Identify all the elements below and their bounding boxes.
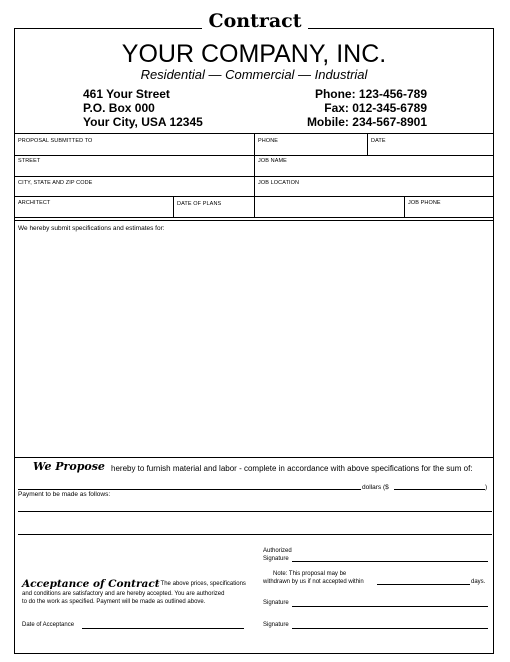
acceptance-text-inline: - The above prices, specifications bbox=[157, 581, 246, 587]
address-city: Your City, USA 12345 bbox=[83, 115, 203, 129]
payment-line bbox=[18, 534, 492, 535]
grid-line bbox=[173, 196, 174, 217]
company-address bbox=[83, 87, 203, 129]
note-line-2: withdrawn by us if not accepted within bbox=[263, 579, 364, 585]
contact-mobile: Mobile: 234-567-8901 bbox=[306, 115, 427, 129]
sum-line bbox=[18, 489, 361, 490]
label-job-location: JOB LOCATION bbox=[258, 180, 300, 186]
dollars-close: ) bbox=[485, 484, 488, 491]
grid-line bbox=[254, 133, 255, 217]
label-date-of-plans: DATE OF PLANS bbox=[177, 201, 222, 207]
grid-line bbox=[404, 196, 405, 217]
company-tagline: Residential — Commercial — Industrial bbox=[140, 67, 368, 82]
signature-line-2 bbox=[292, 628, 488, 629]
company-contact bbox=[280, 87, 427, 129]
date-of-acceptance-line bbox=[82, 628, 244, 629]
date-of-acceptance-label: Date of Acceptance bbox=[22, 622, 75, 628]
acceptance-text-line-3: to do the work as specified. Payment will be made as outlined above. bbox=[22, 599, 206, 605]
authorized-label: Authorized bbox=[263, 548, 292, 554]
contact-phone: Phone: 123-456-789 bbox=[314, 87, 427, 101]
we-propose-text: hereby to furnish material and labor - complete in accordance with above specifications for the sum of: bbox=[111, 464, 473, 473]
label-street: STREET bbox=[18, 158, 41, 164]
document-title: Contract bbox=[0, 10, 510, 32]
dollars-line bbox=[394, 489, 485, 490]
grid-line bbox=[367, 133, 368, 155]
label-phone: PHONE bbox=[258, 138, 279, 144]
label-job-name: JOB NAME bbox=[258, 158, 287, 164]
label-proposal-submitted-to: PROPOSAL SUBMITTED TO bbox=[18, 138, 93, 144]
label-job-phone: JOB PHONE bbox=[408, 200, 441, 206]
specifications-intro: We hereby submit specifications and estimates for: bbox=[18, 225, 165, 232]
payment-line bbox=[18, 511, 492, 512]
contact-fax: Fax: 012-345-6789 bbox=[324, 101, 427, 115]
signature-line bbox=[292, 606, 488, 607]
company-name: YOUR COMPANY, INC. bbox=[121, 40, 387, 68]
note-line-1: Note: This proposal may be bbox=[273, 571, 347, 577]
grid-line bbox=[14, 217, 494, 218]
grid-line bbox=[14, 220, 494, 221]
days-label: days. bbox=[471, 579, 486, 585]
label-city-state-zip: CITY, STATE AND ZIP CODE bbox=[18, 180, 93, 186]
dollars-label: dollars ($ bbox=[362, 484, 389, 491]
acceptance-heading: Acceptance of Contract bbox=[22, 578, 160, 590]
signature-label: Signature bbox=[263, 600, 289, 606]
acceptance-text-line-2: and conditions are satisfactory and are hereby accepted. You are authorized bbox=[22, 591, 225, 597]
label-architect: ARCHITECT bbox=[18, 200, 51, 206]
address-street: 461 Your Street bbox=[83, 87, 170, 101]
signature-label-2: Signature bbox=[263, 622, 289, 628]
label-date: DATE bbox=[371, 138, 386, 144]
authorized-signature-line bbox=[292, 561, 488, 562]
authorized-signature-label: Signature bbox=[263, 556, 289, 562]
section-divider bbox=[14, 457, 494, 458]
payment-label: Payment to be made as follows: bbox=[18, 491, 111, 498]
we-propose-heading: We Propose bbox=[33, 460, 105, 473]
days-line bbox=[377, 584, 470, 585]
address-po-box: P.O. Box 000 bbox=[83, 101, 155, 115]
